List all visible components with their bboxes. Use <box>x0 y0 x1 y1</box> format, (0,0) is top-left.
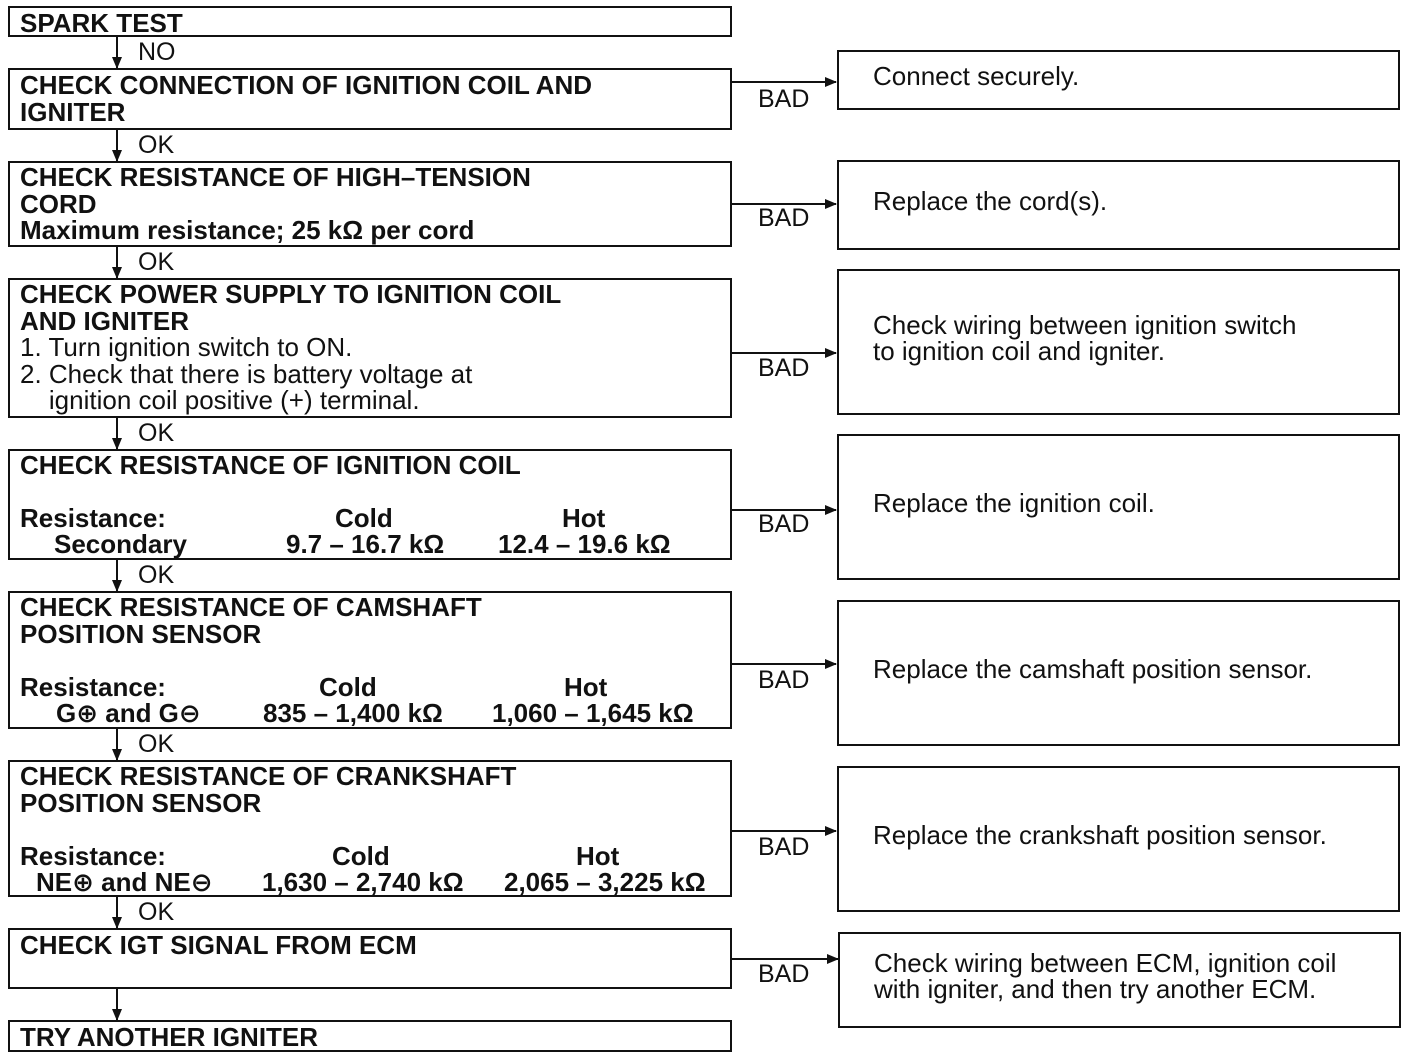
step-title: CHECK CONNECTION OF IGNITION COIL AND IGNITER <box>20 70 592 127</box>
remedy-connect-securely <box>837 50 1400 110</box>
step-title: CHECK RESISTANCE OF CRANKSHAFT POSITION SENSOR <box>20 761 517 818</box>
row-label: G⊕ and G⊖ <box>56 698 201 728</box>
step-title: CHECK RESISTANCE OF CAMSHAFT POSITION SENSOR <box>20 592 482 649</box>
step-check-camshaft-sensor <box>8 591 732 729</box>
remedy-text: Check wiring between ignition switch to ignition coil and igniter. <box>873 310 1297 366</box>
hot-header: Hot <box>564 672 608 702</box>
bad-label-6: BAD <box>758 833 810 861</box>
remedy-text: Replace the crankshaft position sensor. <box>873 820 1327 850</box>
remedy-text: Replace the camshaft position sensor. <box>873 654 1313 684</box>
no-label: NO <box>138 38 176 66</box>
ok-label-3: OK <box>138 419 175 447</box>
cold-header: Cold <box>335 503 393 533</box>
remedy-text: Replace the cord(s). <box>873 186 1108 216</box>
ok-label-2: OK <box>138 248 175 276</box>
hot-header: Hot <box>562 503 606 533</box>
remedy-text: Replace the ignition coil. <box>873 488 1155 518</box>
row-label: Secondary <box>54 529 187 559</box>
remedy-text: Connect securely. <box>873 61 1080 91</box>
step-check-ignition-coil <box>8 449 732 560</box>
bad-label-4: BAD <box>758 510 810 538</box>
ok-label-5: OK <box>138 730 175 758</box>
cold-header: Cold <box>332 841 390 871</box>
ok-label-1: OK <box>138 131 175 159</box>
step-title: CHECK RESISTANCE OF IGNITION COIL <box>20 450 521 480</box>
bad-label-2: BAD <box>758 204 810 232</box>
remedy-replace-ignition-coil <box>837 434 1400 580</box>
remedy-check-wiring-ignition <box>837 269 1400 415</box>
bad-label-1: BAD <box>758 85 810 113</box>
step-title: TRY ANOTHER IGNITER <box>20 1022 319 1052</box>
step-title: SPARK TEST <box>20 8 183 38</box>
remedy-check-wiring-ecm <box>838 932 1401 1028</box>
hot-header: Hot <box>576 841 620 871</box>
step-check-crankshaft-sensor <box>8 760 732 897</box>
row-label: NE⊕ and NE⊖ <box>36 867 213 897</box>
hot-value: 12.4 – 19.6 kΩ <box>498 529 671 559</box>
step-title: CHECK RESISTANCE OF HIGH–TENSION CORD <box>20 162 531 219</box>
bad-label-7: BAD <box>758 960 810 988</box>
cord-spec: Maximum resistance; 25 kΩ per cord <box>20 215 475 245</box>
remedy-replace-cord <box>837 160 1400 250</box>
power-step-2: 2. Check that there is battery voltage at ignition coil positive (+) terminal. <box>20 358 473 415</box>
cold-value: 9.7 – 16.7 kΩ <box>286 529 445 559</box>
resistance-label: Resistance: <box>20 672 166 702</box>
hot-value: 2,065 – 3,225 kΩ <box>504 867 706 897</box>
resistance-label: Resistance: <box>20 841 166 871</box>
step-check-cord <box>8 161 732 247</box>
step-try-another-igniter <box>8 1020 732 1052</box>
step-check-power-supply <box>8 278 732 418</box>
cold-header: Cold <box>319 672 377 702</box>
step-spark-test <box>8 6 732 37</box>
ok-label-6: OK <box>138 898 175 926</box>
step-check-igt-signal <box>8 928 732 989</box>
remedy-replace-crankshaft-sensor <box>837 766 1400 912</box>
remedy-replace-camshaft-sensor <box>837 600 1400 746</box>
bad-label-5: BAD <box>758 666 810 694</box>
step-check-connection <box>8 68 732 130</box>
cold-value: 835 – 1,400 kΩ <box>263 698 443 728</box>
step-title: CHECK POWER SUPPLY TO IGNITION COIL AND IGNITER <box>20 279 562 336</box>
power-step-1: 1. Turn ignition switch to ON. <box>20 332 353 362</box>
cold-value: 1,630 – 2,740 kΩ <box>262 867 464 897</box>
hot-value: 1,060 – 1,645 kΩ <box>492 698 694 728</box>
ok-label-4: OK <box>138 561 175 589</box>
resistance-label: Resistance: <box>20 503 166 533</box>
bad-label-3: BAD <box>758 354 810 382</box>
remedy-text: Check wiring between ECM, ignition coil with igniter, and then try another ECM. <box>874 948 1337 1004</box>
step-title: CHECK IGT SIGNAL FROM ECM <box>20 930 417 960</box>
